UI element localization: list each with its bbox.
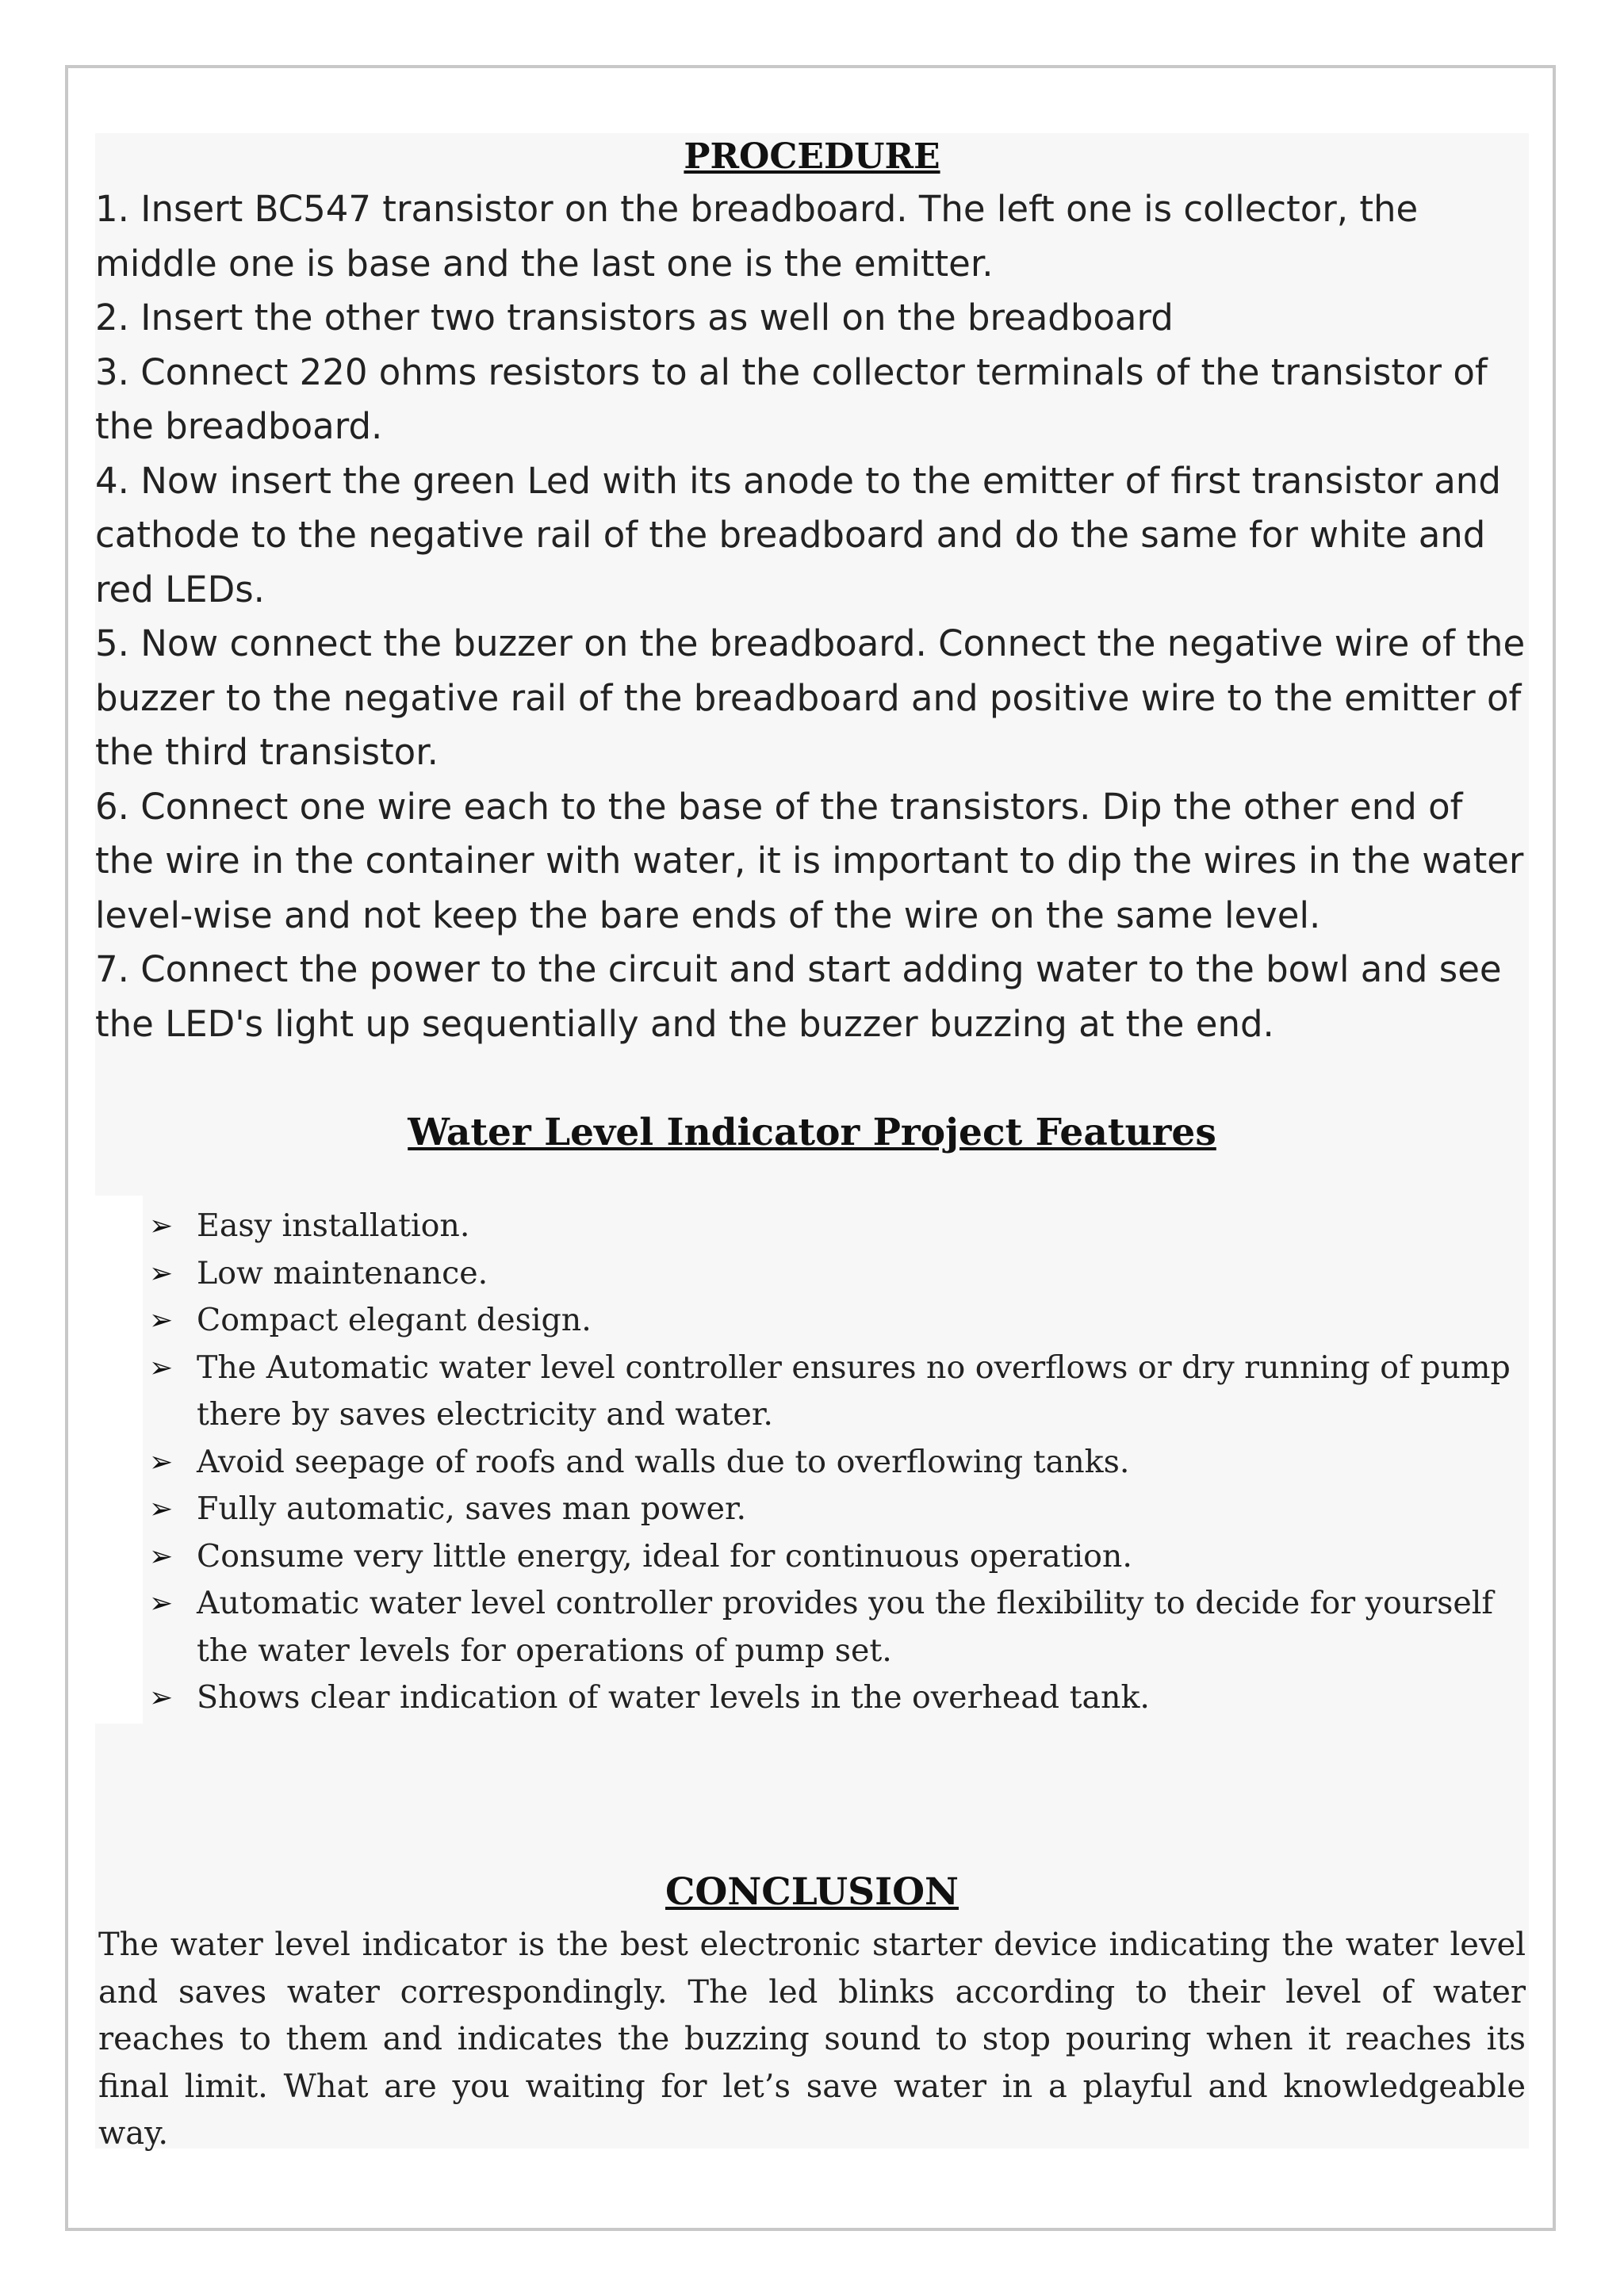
feature-text: Automatic water level controller provides you the flexibility to decide for yourself the water levels for operations of pump set. — [197, 1585, 1493, 1669]
procedure-step: 1. Insert BC547 transistor on the breadboard. The left one is collector, the middle one is base and the last one is the emitter. — [95, 188, 1419, 285]
procedure-step: 4. Now insert the green Led with its anode to the emitter of first transistor and cathode to the negative rail of the breadboard and do the same for white and red LEDs. — [95, 459, 1501, 610]
arrow-bullet-icon: ➢ — [149, 1351, 174, 1384]
arrow-bullet-icon: ➢ — [149, 1257, 174, 1290]
feature-text: Low maintenance. — [197, 1254, 488, 1292]
list-item — [149, 1345, 1513, 1439]
feature-text: The Automatic water level controller ensures no overflows or dry running of pump there by saves electricity and water. — [197, 1349, 1511, 1433]
list-item — [149, 1533, 1513, 1581]
feature-text: Avoid seepage of roofs and walls due to overflowing tanks. — [197, 1443, 1130, 1480]
procedure-step: 5. Now connect the buzzer on the breadboard. Connect the negative wire of the buzzer to the negative rail of the breadboard and positive wire to the emitter of the third transistor. — [95, 622, 1526, 773]
feature-text: Consume very little energy, ideal for continuous operation. — [197, 1537, 1132, 1575]
procedure-title: PROCEDURE — [684, 136, 940, 177]
feature-text: Easy installation. — [197, 1207, 470, 1244]
feature-text: Shows clear indication of water levels in the overhead tank. — [197, 1679, 1150, 1716]
list-item — [149, 1250, 1513, 1298]
list-item — [149, 1439, 1513, 1487]
conclusion-title: CONCLUSION — [665, 1870, 959, 1914]
features-list — [149, 1203, 1513, 1722]
conclusion-text: The water level indicator is the best electronic starter device indicating the water level and saves water correspondingly. The led blinks according to their level of water reaches to them and indicates the buzzing sound to stop pouring when it reaches its final limit. What are you waiting for let’s save water in a playful and knowledgeable way. — [98, 1927, 1526, 2152]
feature-text: Compact elegant design. — [197, 1302, 592, 1338]
features-title: Water Level Indicator Project Features — [408, 1111, 1216, 1154]
list-item — [149, 1297, 1513, 1345]
arrow-bullet-icon: ➢ — [149, 1493, 174, 1525]
list-item — [149, 1580, 1513, 1674]
list-item — [149, 1486, 1513, 1533]
arrow-bullet-icon: ➢ — [149, 1587, 174, 1620]
feature-text: Fully automatic, saves man power. — [197, 1490, 747, 1527]
list-item — [149, 1203, 1513, 1250]
procedure-section — [95, 133, 1529, 1051]
list-item — [149, 1674, 1513, 1722]
procedure-step: 7. Connect the power to the circuit and start adding water to the bowl and see the LED's light up sequentially and the buzzer buzzing at the end. — [95, 948, 1502, 1045]
procedure-step: 2. Insert the other two transistors as well on the breadboard — [95, 297, 1174, 339]
arrow-bullet-icon: ➢ — [149, 1210, 174, 1242]
arrow-bullet-icon: ➢ — [149, 1304, 174, 1337]
arrow-bullet-icon: ➢ — [149, 1445, 174, 1479]
arrow-bullet-icon: ➢ — [149, 1540, 174, 1573]
arrow-bullet-icon: ➢ — [149, 1682, 174, 1714]
procedure-step: 6. Connect one wire each to the base of the transistors. Dip the other end of the wire in the container with water, it is important to dip the wires in the water level-wise and not keep the bare ends of the wire on the same level. — [95, 785, 1524, 936]
procedure-step: 3. Connect 220 ohms resistors to al the collector terminals of the transistor of the breadboard. — [95, 350, 1488, 447]
